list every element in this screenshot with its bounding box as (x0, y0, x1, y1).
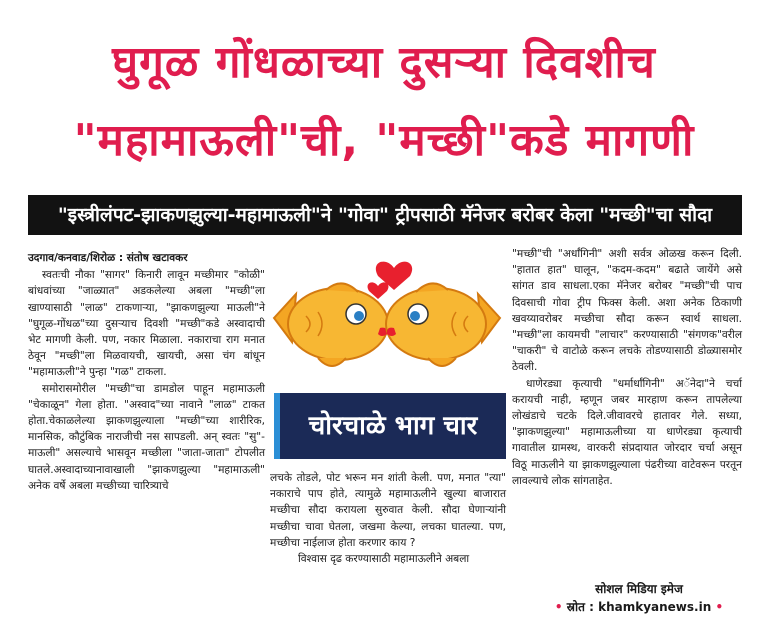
series-banner (274, 393, 506, 459)
headline-line-2: "महामाऊली"ची, "मच्छी"कडे मागणी (73, 115, 695, 166)
social-media-label: सोशल मिडिया इमेज (595, 582, 683, 596)
bullet-icon: • (554, 600, 563, 614)
column2-paragraph-1: लचके तोडले, पोट भरून मन शांती केली. पण, मनात "त्या" नकाराचे पाप होते, त्यामुळे महामाऊलीने खुल्या बाजारात मच्छीचा सौदा करायला सुरुवात केली. सौदा घेणाऱ्यांनी मच्छीचा चावा घेतला, जखमा केल्या, लचका घातल्या. पण, मच्छीचा नाईलाज होता करणार काय ? (270, 472, 506, 549)
column1-paragraph-1: स्वतःची नौका "सागर" किनारी लावून मच्छीमार "कोळी" बांधवांच्या "जाळ्यात" अडकलेल्या अबला "मच्छी"ला खाण्यासाठी "लाळ" टाकणाऱ्या, "झाकणझुल्या माऊली"ने "घुगूळ-गोंधळ"च्या दुसऱ्याच दिवशी "मच्छी"कडे अस्वादाची भेट मागणी केली. पण, नकार मिळाला. नकाराचा राग मनात ठेवून "मच्छी"ला मिळवायची, खायची, असा चंग बांधून "महामाऊली"ने पुन्हा "गळ" टाकला. (28, 269, 265, 379)
headline-line-1: घुगूळ गोंधळाच्या दुसऱ्या दिवशीच (112, 37, 656, 88)
series-banner-text: चोरचाळे भाग चार (308, 411, 478, 441)
column2-paragraph-2: विश्वास दृढ करण्यासाठी महामाऊलीने अबला (298, 553, 470, 566)
bullet-icon: • (715, 600, 724, 614)
source-credit (536, 598, 742, 615)
column1-paragraph-2: समोरासमोरील "मच्छी"चा डामडोल पाहून महामाऊली "चेकाळून" गेला होता. "अस्वाद"च्या नावाने "लाळ" टाकत होता.चेकाळलेल्या झाकणझुल्याला "मच्छी"च्या शारीरिक, मानसिक, कौटुंबिक नाराजीची नस सापडली. अन् स्वतः "सु"-माऊली" असल्याचे भासवून मच्छीला "जाता-जाता" टोपलीत घातले.अस्वादाच्यानावाखाली "झाकणझुल्या "महामाऊली" अनेक वर्षे अबला मच्छीच्या चारित्र्याचे (28, 382, 265, 492)
right-fish (386, 283, 500, 366)
kissing-fish-illustration (266, 246, 508, 386)
column3-paragraph-2: धाणेरड्या कृत्याची "धर्मार्धांगिनी" अॅनेदा"ने चर्चा करायची नाही, म्हणून जबर मारहाण करून तापलेल्या लोखंडाचे चटके दिले.जीवावरचे हातावर गेले. सध्या, "झाकणझुल्या" महामाऊलीच्या या धाणेरड्या कृत्याची गावातील ग्रामस्थ, वारकरी संप्रदायात जोरदार चर्चा असून विठू माऊलीने या झाकणझुल्याला पंढरीच्या वाटेवरून परतून लावल्याचे लोक सांगताहेत. (512, 377, 742, 487)
subheadline-bar: "इस्त्रीलंपट-झाकणझुल्या-महामाऊली"ने "गोवा" ट्रीपसाठी मॅनेजर बरोबर केला "मच्छी"चा सौदा (28, 195, 742, 235)
left-fish (274, 283, 388, 366)
column3-paragraph-1: "मच्छी"ची "अर्धांगिनी" अशी सर्वत्र ओळख करून दिली. "हातात हात" घालून, "कदम-कदम" बढाते जायेंगे असे सांगत डाव साधला.एका मॅनेजर बरोबर "मच्छी"ची पाच दिवसाची गोवा ट्रीप फिक्स केली. अशा अनेक ठिकाणी खवय्यावरोबर मच्छीचा सौदा करून स्वार्थ साधला. "मच्छी"ला कायमची "लाचार" करण्यासाठी "संगणक"वरील "चाकरी" चे वाटोळे करून लचके तोडण्यासाठी डोळ्यासमोर ठेवली. (512, 248, 742, 374)
source-text: स्रोत : khamkyanews.in (566, 600, 712, 614)
byline: उदगाव/कनवाड/शिरोळ : संतोष खटावकर (28, 252, 188, 264)
article-column-3 (512, 246, 742, 489)
article-column-2 (270, 470, 506, 567)
article-column-1 (28, 250, 265, 494)
